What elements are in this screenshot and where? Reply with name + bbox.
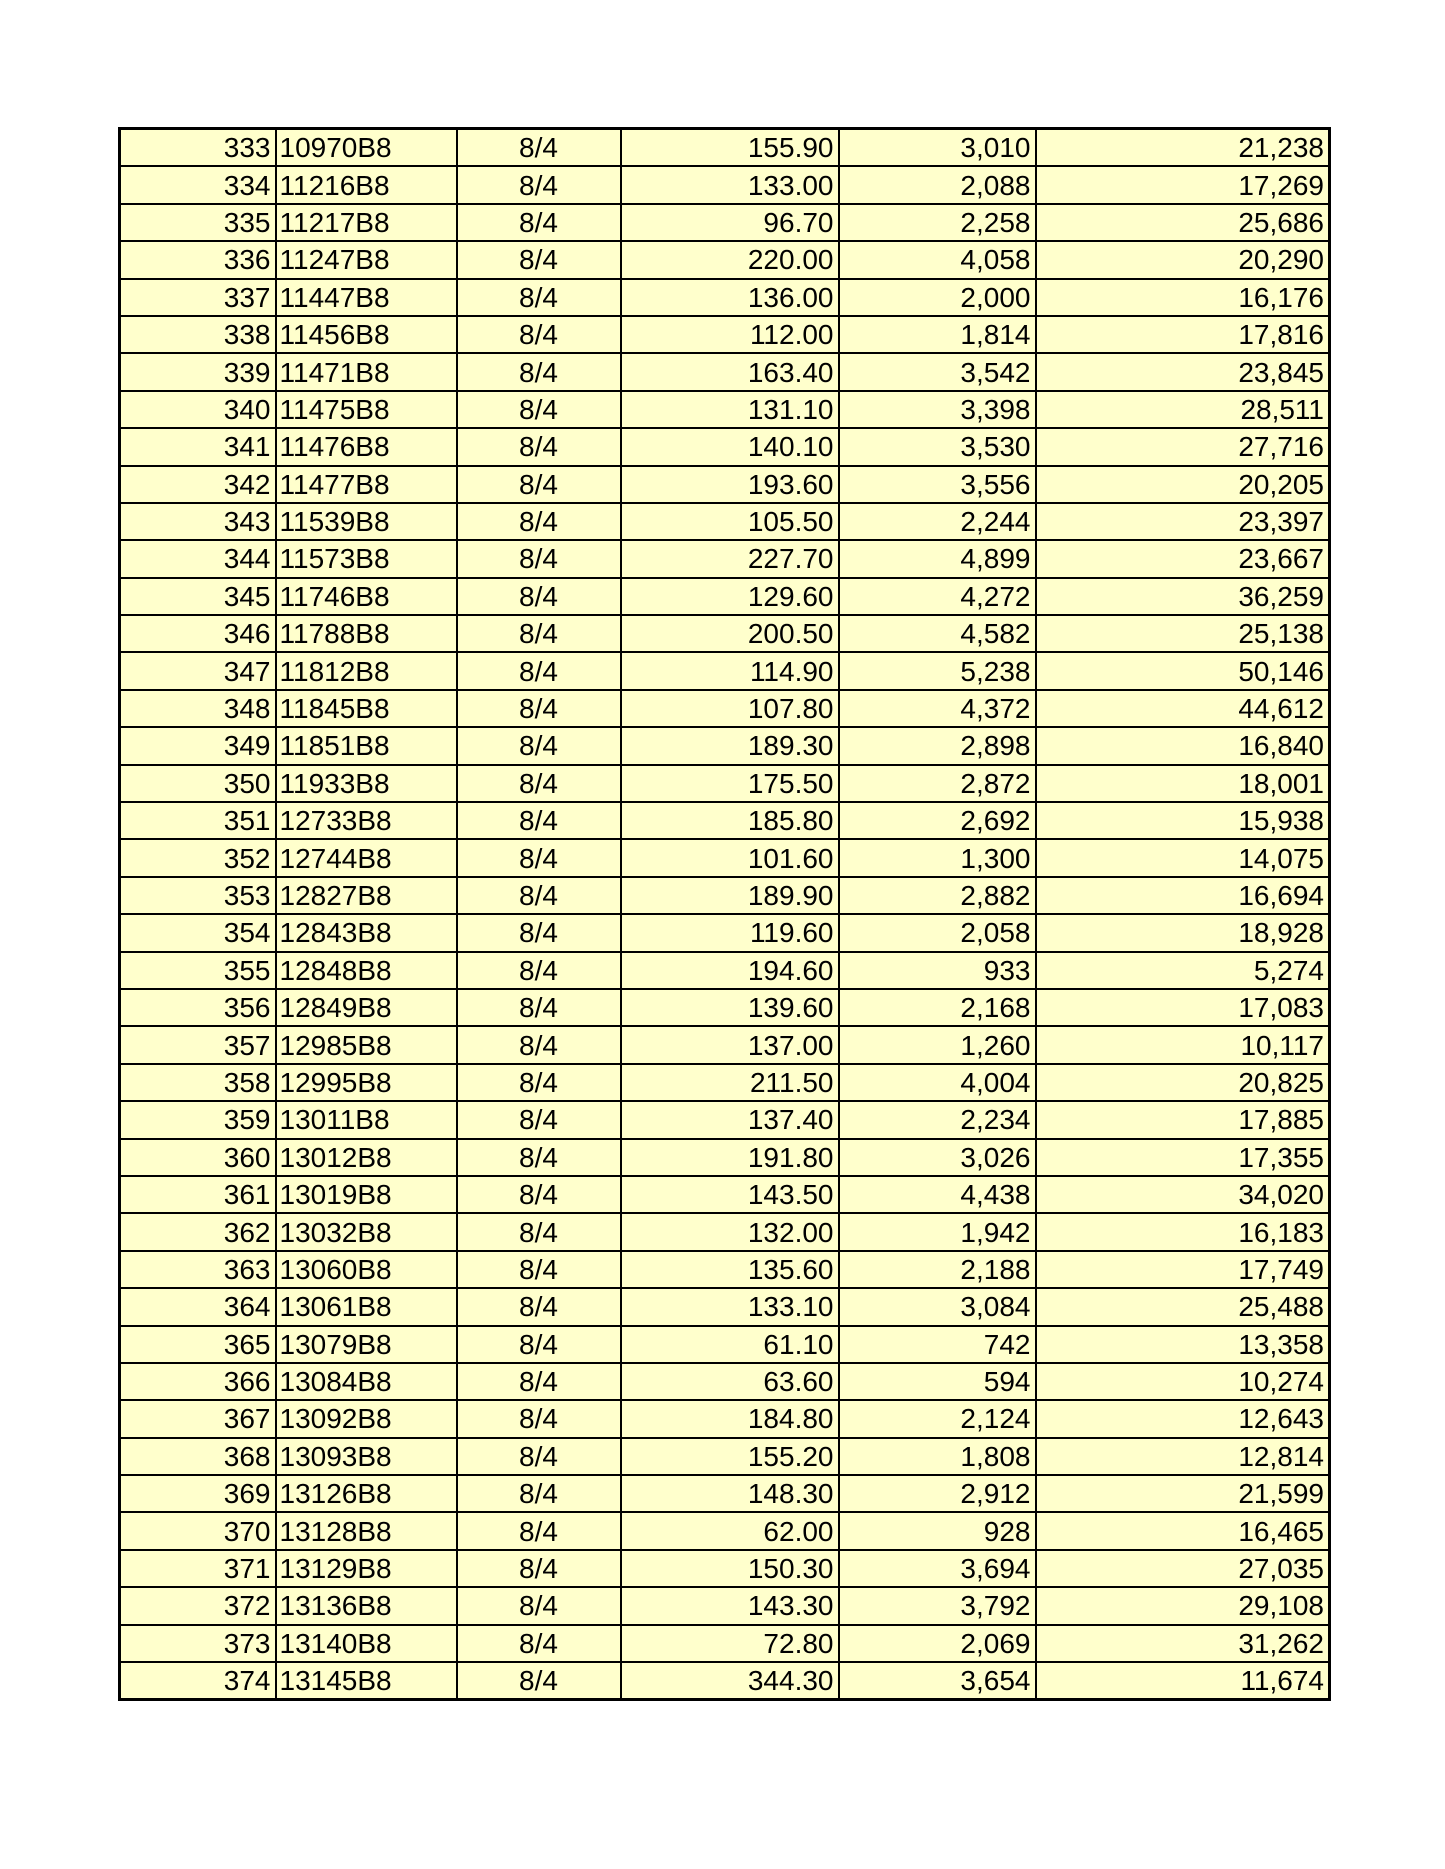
quantity-cell: 3,556: [839, 466, 1036, 503]
table-row: [120, 989, 1330, 1026]
thickness-cell: 8/4: [457, 1288, 621, 1325]
value-cell: 119.60: [621, 914, 839, 951]
table-row: [120, 129, 1330, 167]
total-cell: 18,928: [1036, 914, 1330, 951]
value-cell: 112.00: [621, 316, 839, 353]
table-row: [120, 1176, 1330, 1213]
value-cell: 62.00: [621, 1512, 839, 1549]
thickness-cell: 8/4: [457, 914, 621, 951]
item-code-cell: 11456B8: [276, 316, 457, 353]
row-number-cell: 342: [120, 466, 276, 503]
quantity-cell: 3,010: [839, 129, 1036, 167]
row-number-cell: 335: [120, 204, 276, 241]
item-code-cell: 11573B8: [276, 540, 457, 577]
total-cell: 18,001: [1036, 765, 1330, 802]
item-code-cell: 10970B8: [276, 129, 457, 167]
thickness-cell: 8/4: [457, 428, 621, 465]
quantity-cell: 933: [839, 952, 1036, 989]
item-code-cell: 12849B8: [276, 989, 457, 1026]
row-number-cell: 350: [120, 765, 276, 802]
quantity-cell: 2,692: [839, 802, 1036, 839]
total-cell: 44,612: [1036, 690, 1330, 727]
quantity-cell: 2,124: [839, 1400, 1036, 1437]
row-number-cell: 341: [120, 428, 276, 465]
quantity-cell: 1,808: [839, 1438, 1036, 1475]
row-number-cell: 361: [120, 1176, 276, 1213]
value-cell: 193.60: [621, 466, 839, 503]
row-number-cell: 359: [120, 1101, 276, 1138]
row-number-cell: 370: [120, 1512, 276, 1549]
item-code-cell: 13145B8: [276, 1662, 457, 1700]
table-row: [120, 391, 1330, 428]
item-code-cell: 11788B8: [276, 615, 457, 652]
total-cell: 28,511: [1036, 391, 1330, 428]
table-row: [120, 1475, 1330, 1512]
value-cell: 194.60: [621, 952, 839, 989]
item-code-cell: 13136B8: [276, 1587, 457, 1624]
item-code-cell: 11475B8: [276, 391, 457, 428]
table-row: [120, 839, 1330, 876]
row-number-cell: 363: [120, 1251, 276, 1288]
thickness-cell: 8/4: [457, 690, 621, 727]
table-row: [120, 1363, 1330, 1400]
item-code-cell: 11746B8: [276, 578, 457, 615]
row-number-cell: 353: [120, 877, 276, 914]
total-cell: 10,117: [1036, 1026, 1330, 1063]
thickness-cell: 8/4: [457, 1026, 621, 1063]
quantity-cell: 4,438: [839, 1176, 1036, 1213]
table-row: [120, 1213, 1330, 1250]
total-cell: 17,885: [1036, 1101, 1330, 1138]
thickness-cell: 8/4: [457, 615, 621, 652]
value-cell: 135.60: [621, 1251, 839, 1288]
value-cell: 220.00: [621, 241, 839, 278]
thickness-cell: 8/4: [457, 952, 621, 989]
total-cell: 36,259: [1036, 578, 1330, 615]
thickness-cell: 8/4: [457, 1662, 621, 1700]
row-number-cell: 371: [120, 1550, 276, 1587]
item-code-cell: 13060B8: [276, 1251, 457, 1288]
item-code-cell: 11476B8: [276, 428, 457, 465]
thickness-cell: 8/4: [457, 839, 621, 876]
row-number-cell: 364: [120, 1288, 276, 1325]
table-row: [120, 1587, 1330, 1624]
value-cell: 211.50: [621, 1064, 839, 1101]
item-code-cell: 12848B8: [276, 952, 457, 989]
total-cell: 25,488: [1036, 1288, 1330, 1325]
quantity-cell: 3,398: [839, 391, 1036, 428]
table-row: [120, 578, 1330, 615]
quantity-cell: 1,300: [839, 839, 1036, 876]
total-cell: 21,599: [1036, 1475, 1330, 1512]
value-cell: 200.50: [621, 615, 839, 652]
row-number-cell: 355: [120, 952, 276, 989]
total-cell: 27,716: [1036, 428, 1330, 465]
value-cell: 96.70: [621, 204, 839, 241]
item-code-cell: 12995B8: [276, 1064, 457, 1101]
table-row: [120, 1288, 1330, 1325]
thickness-cell: 8/4: [457, 1400, 621, 1437]
quantity-cell: 928: [839, 1512, 1036, 1549]
row-number-cell: 366: [120, 1363, 276, 1400]
value-cell: 140.10: [621, 428, 839, 465]
value-cell: 155.90: [621, 129, 839, 167]
row-number-cell: 343: [120, 503, 276, 540]
quantity-cell: 3,654: [839, 1662, 1036, 1700]
data-table: [118, 127, 1331, 1701]
item-code-cell: 13032B8: [276, 1213, 457, 1250]
quantity-cell: 2,872: [839, 765, 1036, 802]
thickness-cell: 8/4: [457, 877, 621, 914]
table-row: [120, 241, 1330, 278]
table-row: [120, 1326, 1330, 1363]
thickness-cell: 8/4: [457, 652, 621, 689]
value-cell: 137.40: [621, 1101, 839, 1138]
table-row: [120, 1625, 1330, 1662]
table-row: [120, 877, 1330, 914]
quantity-cell: 2,000: [839, 279, 1036, 316]
thickness-cell: 8/4: [457, 989, 621, 1026]
total-cell: 20,290: [1036, 241, 1330, 278]
quantity-cell: 594: [839, 1363, 1036, 1400]
quantity-cell: 2,188: [839, 1251, 1036, 1288]
item-code-cell: 11447B8: [276, 279, 457, 316]
total-cell: 15,938: [1036, 802, 1330, 839]
thickness-cell: 8/4: [457, 166, 621, 203]
total-cell: 17,749: [1036, 1251, 1330, 1288]
table-row: [120, 765, 1330, 802]
row-number-cell: 351: [120, 802, 276, 839]
item-code-cell: 12733B8: [276, 802, 457, 839]
thickness-cell: 8/4: [457, 241, 621, 278]
quantity-cell: 2,898: [839, 727, 1036, 764]
quantity-cell: 2,244: [839, 503, 1036, 540]
total-cell: 23,397: [1036, 503, 1330, 540]
quantity-cell: 2,882: [839, 877, 1036, 914]
thickness-cell: 8/4: [457, 1587, 621, 1624]
quantity-cell: 4,004: [839, 1064, 1036, 1101]
value-cell: 107.80: [621, 690, 839, 727]
total-cell: 27,035: [1036, 1550, 1330, 1587]
row-number-cell: 358: [120, 1064, 276, 1101]
item-code-cell: 11477B8: [276, 466, 457, 503]
quantity-cell: 4,372: [839, 690, 1036, 727]
table-row: [120, 914, 1330, 951]
total-cell: 21,238: [1036, 129, 1330, 167]
table-body: [120, 129, 1330, 1700]
thickness-cell: 8/4: [457, 1101, 621, 1138]
item-code-cell: 13019B8: [276, 1176, 457, 1213]
total-cell: 10,274: [1036, 1363, 1330, 1400]
row-number-cell: 354: [120, 914, 276, 951]
value-cell: 132.00: [621, 1213, 839, 1250]
row-number-cell: 356: [120, 989, 276, 1026]
item-code-cell: 13011B8: [276, 1101, 457, 1138]
quantity-cell: 5,238: [839, 652, 1036, 689]
row-number-cell: 336: [120, 241, 276, 278]
item-code-cell: 11933B8: [276, 765, 457, 802]
thickness-cell: 8/4: [457, 1512, 621, 1549]
total-cell: 31,262: [1036, 1625, 1330, 1662]
value-cell: 131.10: [621, 391, 839, 428]
thickness-cell: 8/4: [457, 765, 621, 802]
thickness-cell: 8/4: [457, 129, 621, 167]
row-number-cell: 349: [120, 727, 276, 764]
total-cell: 29,108: [1036, 1587, 1330, 1624]
item-code-cell: 11851B8: [276, 727, 457, 764]
table-row: [120, 952, 1330, 989]
thickness-cell: 8/4: [457, 1625, 621, 1662]
row-number-cell: 368: [120, 1438, 276, 1475]
row-number-cell: 362: [120, 1213, 276, 1250]
thickness-cell: 8/4: [457, 1064, 621, 1101]
total-cell: 20,825: [1036, 1064, 1330, 1101]
data-sheet: [118, 127, 1328, 1701]
item-code-cell: 11539B8: [276, 503, 457, 540]
table-row: [120, 1438, 1330, 1475]
table-row: [120, 1139, 1330, 1176]
value-cell: 133.10: [621, 1288, 839, 1325]
row-number-cell: 365: [120, 1326, 276, 1363]
thickness-cell: 8/4: [457, 1326, 621, 1363]
quantity-cell: 3,084: [839, 1288, 1036, 1325]
total-cell: 50,146: [1036, 652, 1330, 689]
item-code-cell: 12827B8: [276, 877, 457, 914]
value-cell: 175.50: [621, 765, 839, 802]
thickness-cell: 8/4: [457, 1176, 621, 1213]
item-code-cell: 11812B8: [276, 652, 457, 689]
value-cell: 114.90: [621, 652, 839, 689]
table-row: [120, 727, 1330, 764]
total-cell: 17,355: [1036, 1139, 1330, 1176]
value-cell: 63.60: [621, 1363, 839, 1400]
total-cell: 25,686: [1036, 204, 1330, 241]
table-row: [120, 690, 1330, 727]
quantity-cell: 4,272: [839, 578, 1036, 615]
item-code-cell: 12843B8: [276, 914, 457, 951]
quantity-cell: 2,912: [839, 1475, 1036, 1512]
quantity-cell: 2,069: [839, 1625, 1036, 1662]
thickness-cell: 8/4: [457, 204, 621, 241]
value-cell: 143.50: [621, 1176, 839, 1213]
row-number-cell: 333: [120, 129, 276, 167]
value-cell: 148.30: [621, 1475, 839, 1512]
row-number-cell: 348: [120, 690, 276, 727]
item-code-cell: 13084B8: [276, 1363, 457, 1400]
thickness-cell: 8/4: [457, 802, 621, 839]
total-cell: 23,845: [1036, 353, 1330, 390]
total-cell: 20,205: [1036, 466, 1330, 503]
quantity-cell: 4,582: [839, 615, 1036, 652]
quantity-cell: 2,088: [839, 166, 1036, 203]
thickness-cell: 8/4: [457, 578, 621, 615]
table-row: [120, 316, 1330, 353]
value-cell: 133.00: [621, 166, 839, 203]
row-number-cell: 337: [120, 279, 276, 316]
value-cell: 189.30: [621, 727, 839, 764]
thickness-cell: 8/4: [457, 1438, 621, 1475]
row-number-cell: 338: [120, 316, 276, 353]
total-cell: 16,465: [1036, 1512, 1330, 1549]
item-code-cell: 13129B8: [276, 1550, 457, 1587]
total-cell: 25,138: [1036, 615, 1330, 652]
row-number-cell: 357: [120, 1026, 276, 1063]
total-cell: 23,667: [1036, 540, 1330, 577]
row-number-cell: 352: [120, 839, 276, 876]
table-row: [120, 466, 1330, 503]
row-number-cell: 373: [120, 1625, 276, 1662]
quantity-cell: 2,168: [839, 989, 1036, 1026]
total-cell: 16,694: [1036, 877, 1330, 914]
value-cell: 139.60: [621, 989, 839, 1026]
row-number-cell: 346: [120, 615, 276, 652]
table-row: [120, 279, 1330, 316]
quantity-cell: 2,058: [839, 914, 1036, 951]
value-cell: 155.20: [621, 1438, 839, 1475]
item-code-cell: 11471B8: [276, 353, 457, 390]
thickness-cell: 8/4: [457, 1139, 621, 1176]
value-cell: 185.80: [621, 802, 839, 839]
thickness-cell: 8/4: [457, 466, 621, 503]
row-number-cell: 344: [120, 540, 276, 577]
quantity-cell: 3,542: [839, 353, 1036, 390]
thickness-cell: 8/4: [457, 1475, 621, 1512]
value-cell: 184.80: [621, 1400, 839, 1437]
value-cell: 136.00: [621, 279, 839, 316]
thickness-cell: 8/4: [457, 316, 621, 353]
total-cell: 11,674: [1036, 1662, 1330, 1700]
total-cell: 17,083: [1036, 989, 1330, 1026]
quantity-cell: 3,694: [839, 1550, 1036, 1587]
table-row: [120, 353, 1330, 390]
table-row: [120, 540, 1330, 577]
total-cell: 16,183: [1036, 1213, 1330, 1250]
quantity-cell: 3,530: [839, 428, 1036, 465]
thickness-cell: 8/4: [457, 1550, 621, 1587]
quantity-cell: 1,814: [839, 316, 1036, 353]
row-number-cell: 374: [120, 1662, 276, 1700]
quantity-cell: 4,058: [839, 241, 1036, 278]
value-cell: 191.80: [621, 1139, 839, 1176]
item-code-cell: 13012B8: [276, 1139, 457, 1176]
row-number-cell: 339: [120, 353, 276, 390]
table-row: [120, 1512, 1330, 1549]
item-code-cell: 13093B8: [276, 1438, 457, 1475]
total-cell: 17,816: [1036, 316, 1330, 353]
value-cell: 61.10: [621, 1326, 839, 1363]
thickness-cell: 8/4: [457, 503, 621, 540]
item-code-cell: 11845B8: [276, 690, 457, 727]
row-number-cell: 367: [120, 1400, 276, 1437]
item-code-cell: 13128B8: [276, 1512, 457, 1549]
item-code-cell: 11217B8: [276, 204, 457, 241]
value-cell: 137.00: [621, 1026, 839, 1063]
item-code-cell: 11216B8: [276, 166, 457, 203]
thickness-cell: 8/4: [457, 1213, 621, 1250]
table-row: [120, 1251, 1330, 1288]
item-code-cell: 12744B8: [276, 839, 457, 876]
quantity-cell: 3,792: [839, 1587, 1036, 1624]
value-cell: 163.40: [621, 353, 839, 390]
quantity-cell: 3,026: [839, 1139, 1036, 1176]
table-row: [120, 1026, 1330, 1063]
value-cell: 150.30: [621, 1550, 839, 1587]
total-cell: 14,075: [1036, 839, 1330, 876]
quantity-cell: 2,258: [839, 204, 1036, 241]
total-cell: 16,840: [1036, 727, 1330, 764]
thickness-cell: 8/4: [457, 279, 621, 316]
value-cell: 129.60: [621, 578, 839, 615]
quantity-cell: 1,260: [839, 1026, 1036, 1063]
item-code-cell: 13092B8: [276, 1400, 457, 1437]
table-row: [120, 428, 1330, 465]
thickness-cell: 8/4: [457, 353, 621, 390]
quantity-cell: 742: [839, 1326, 1036, 1363]
item-code-cell: 13140B8: [276, 1625, 457, 1662]
table-row: [120, 1662, 1330, 1700]
row-number-cell: 345: [120, 578, 276, 615]
row-number-cell: 369: [120, 1475, 276, 1512]
quantity-cell: 1,942: [839, 1213, 1036, 1250]
row-number-cell: 347: [120, 652, 276, 689]
value-cell: 344.30: [621, 1662, 839, 1700]
thickness-cell: 8/4: [457, 540, 621, 577]
quantity-cell: 4,899: [839, 540, 1036, 577]
value-cell: 101.60: [621, 839, 839, 876]
table-row: [120, 1064, 1330, 1101]
thickness-cell: 8/4: [457, 1251, 621, 1288]
value-cell: 105.50: [621, 503, 839, 540]
table-row: [120, 204, 1330, 241]
value-cell: 189.90: [621, 877, 839, 914]
total-cell: 5,274: [1036, 952, 1330, 989]
item-code-cell: 13126B8: [276, 1475, 457, 1512]
table-row: [120, 166, 1330, 203]
thickness-cell: 8/4: [457, 1363, 621, 1400]
table-row: [120, 802, 1330, 839]
total-cell: 12,643: [1036, 1400, 1330, 1437]
total-cell: 34,020: [1036, 1176, 1330, 1213]
total-cell: 12,814: [1036, 1438, 1330, 1475]
thickness-cell: 8/4: [457, 727, 621, 764]
table-row: [120, 615, 1330, 652]
item-code-cell: 13061B8: [276, 1288, 457, 1325]
row-number-cell: 340: [120, 391, 276, 428]
total-cell: 16,176: [1036, 279, 1330, 316]
total-cell: 17,269: [1036, 166, 1330, 203]
row-number-cell: 372: [120, 1587, 276, 1624]
table-row: [120, 1550, 1330, 1587]
value-cell: 227.70: [621, 540, 839, 577]
value-cell: 72.80: [621, 1625, 839, 1662]
row-number-cell: 360: [120, 1139, 276, 1176]
table-row: [120, 1400, 1330, 1437]
item-code-cell: 13079B8: [276, 1326, 457, 1363]
table-row: [120, 503, 1330, 540]
total-cell: 13,358: [1036, 1326, 1330, 1363]
table-row: [120, 652, 1330, 689]
item-code-cell: 11247B8: [276, 241, 457, 278]
thickness-cell: 8/4: [457, 391, 621, 428]
item-code-cell: 12985B8: [276, 1026, 457, 1063]
table-row: [120, 1101, 1330, 1138]
row-number-cell: 334: [120, 166, 276, 203]
quantity-cell: 2,234: [839, 1101, 1036, 1138]
value-cell: 143.30: [621, 1587, 839, 1624]
